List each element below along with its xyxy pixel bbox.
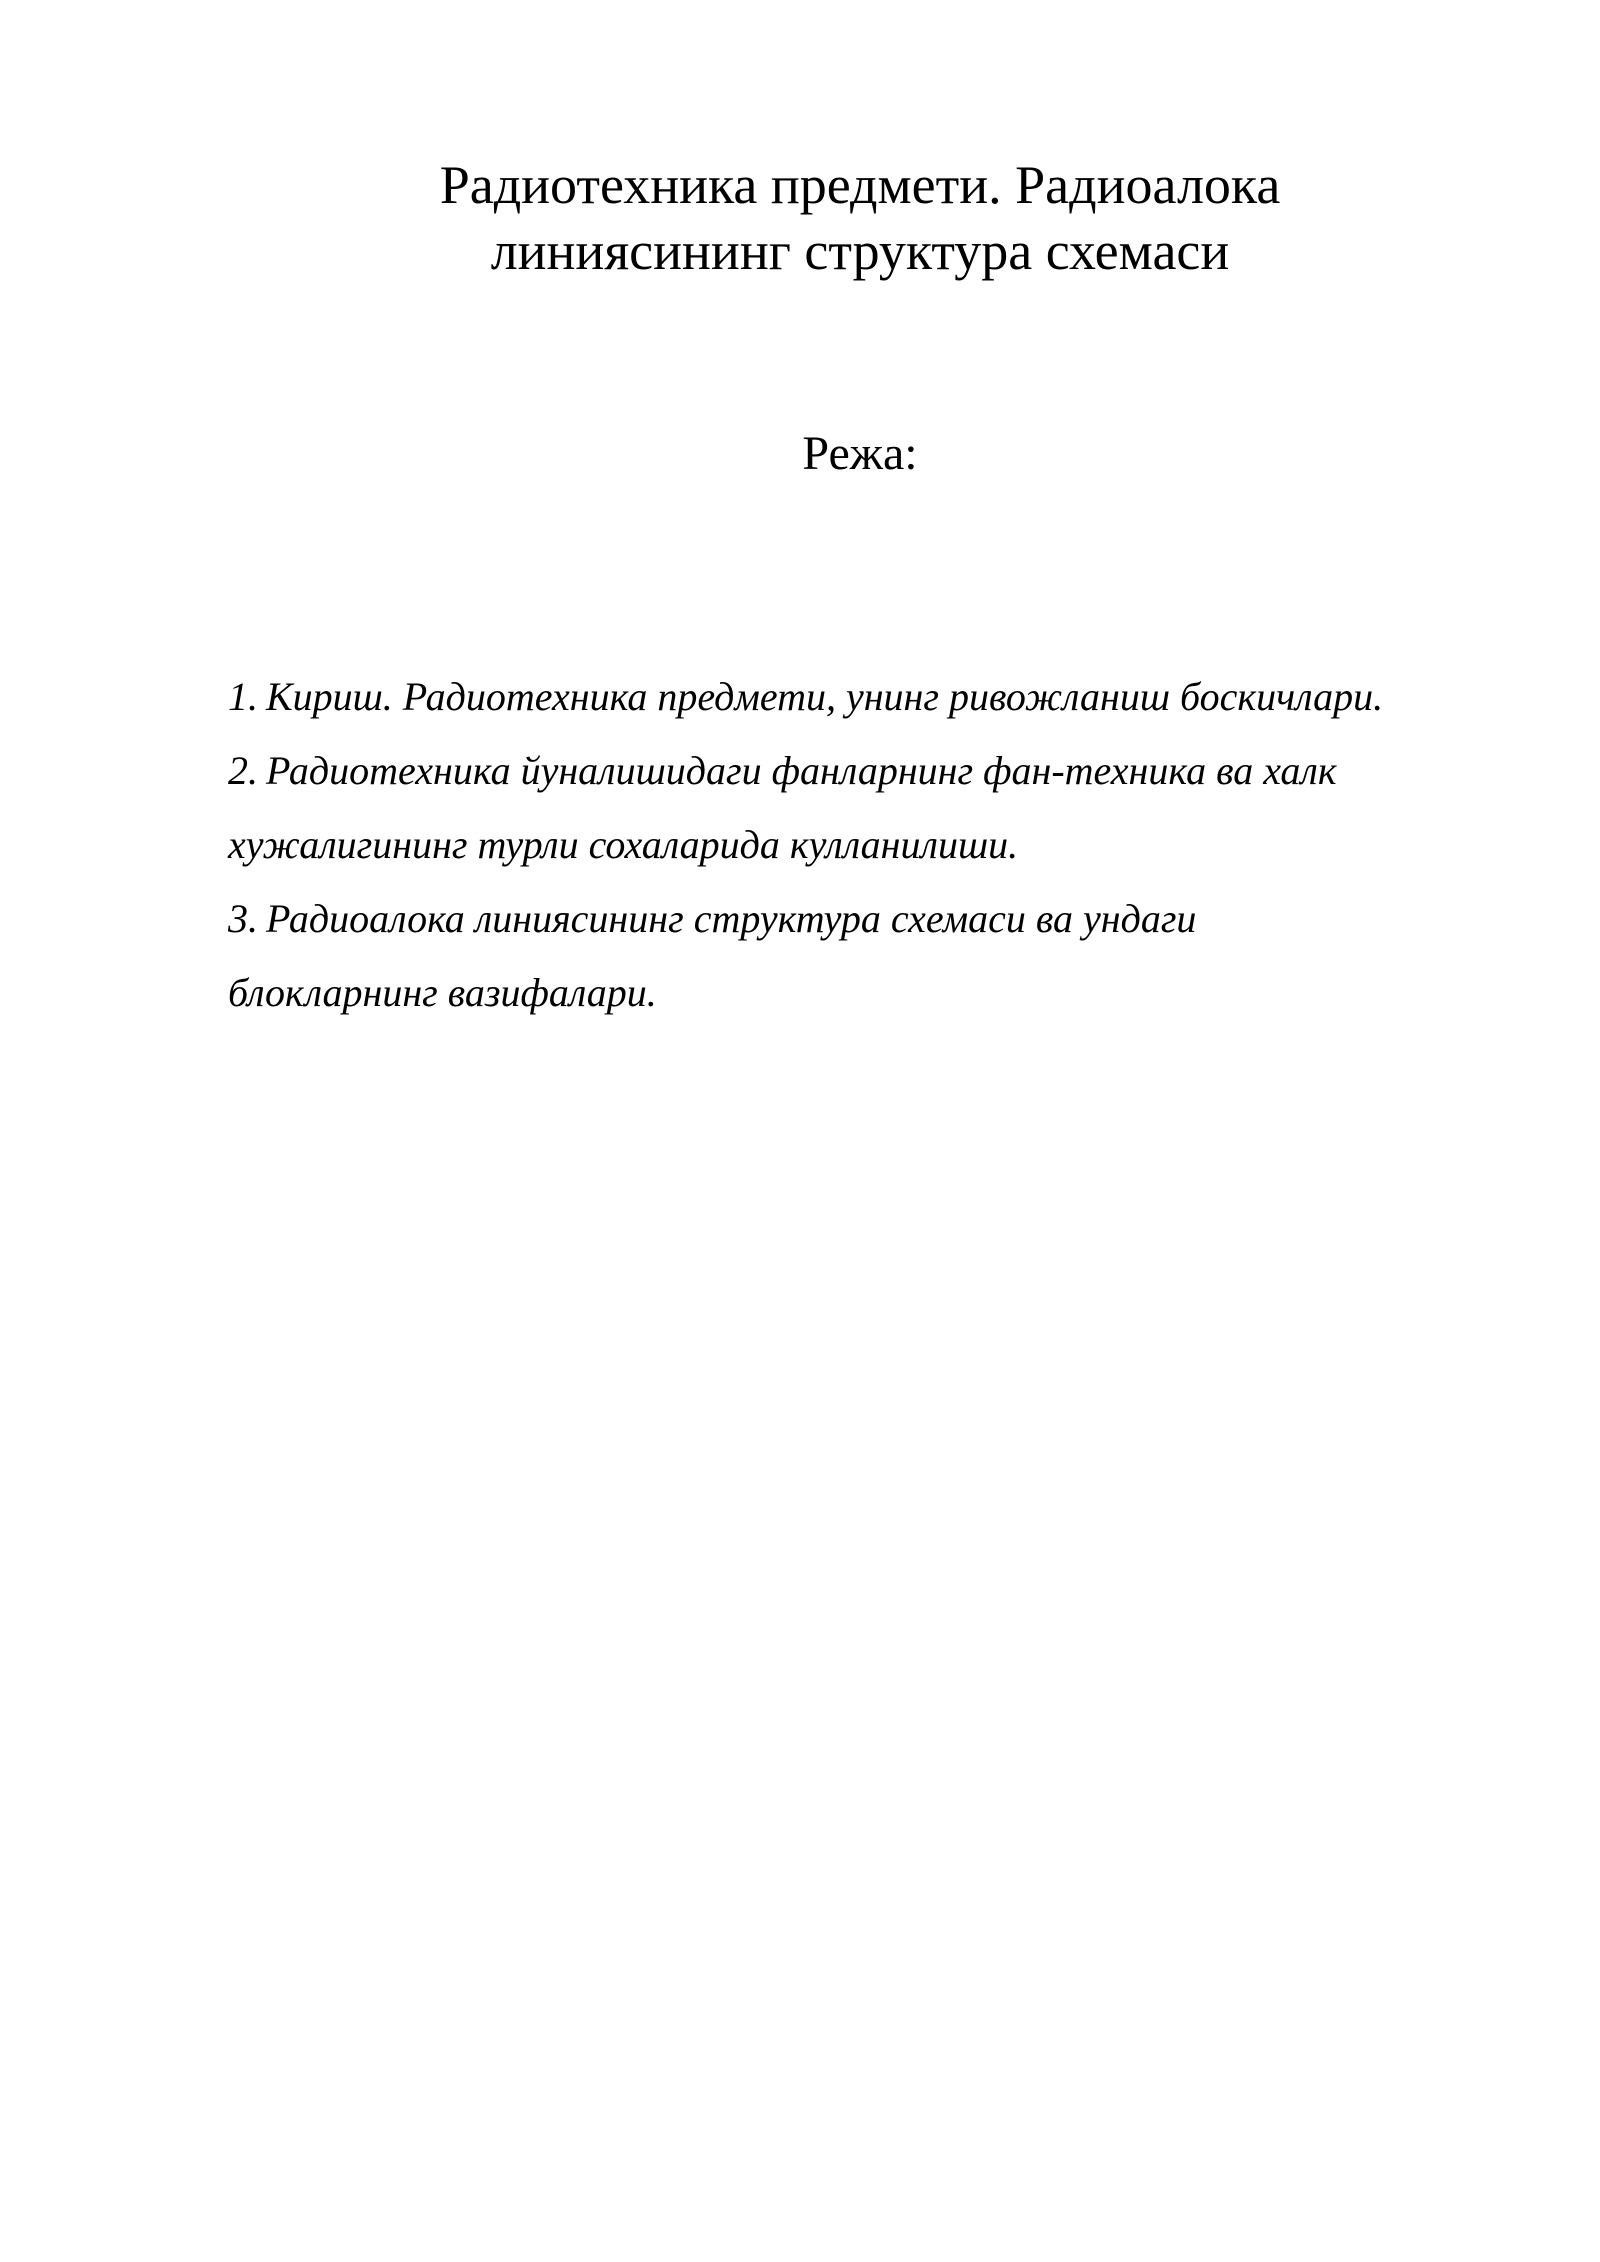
plan-item-2-line-1 <box>228 734 1528 808</box>
plan-item-3-line-1 <box>228 882 1528 956</box>
plan-item-2-line-2: хужалигининг турли сохаларида кулланилиши. <box>228 822 1019 867</box>
plan-item-2 <box>228 734 1528 882</box>
title-line-2: линиясининг структура схемаси <box>490 221 1230 281</box>
plan-item-2-number: 2. <box>228 748 258 793</box>
plan-item-2-text-1: Радиотехника йуналишидаги фанларнинг фан-техника ва халк <box>266 748 1337 793</box>
plan-item-1 <box>228 660 1528 734</box>
plan-list <box>228 660 1528 1030</box>
title-line-1: Радиотехника предмети. Радиоалока <box>439 155 1281 215</box>
plan-item-3-line-2: блокларнинг вазифалари. <box>228 970 657 1015</box>
plan-item-1-line-1 <box>228 660 1528 734</box>
page-title <box>260 152 1460 284</box>
plan-item-3 <box>228 882 1528 1030</box>
plan-item-1-text: Кириш. Радиотехника предмети, унинг ривожланиш боскичлари. <box>266 674 1384 719</box>
plan-item-3-text-1: Радиоалока линиясининг структура схемаси ва ундаги <box>266 896 1197 941</box>
plan-item-3-number: 3. <box>228 896 258 941</box>
plan-item-1-number: 1. <box>228 674 258 719</box>
plan-heading: Режа: <box>802 427 918 480</box>
